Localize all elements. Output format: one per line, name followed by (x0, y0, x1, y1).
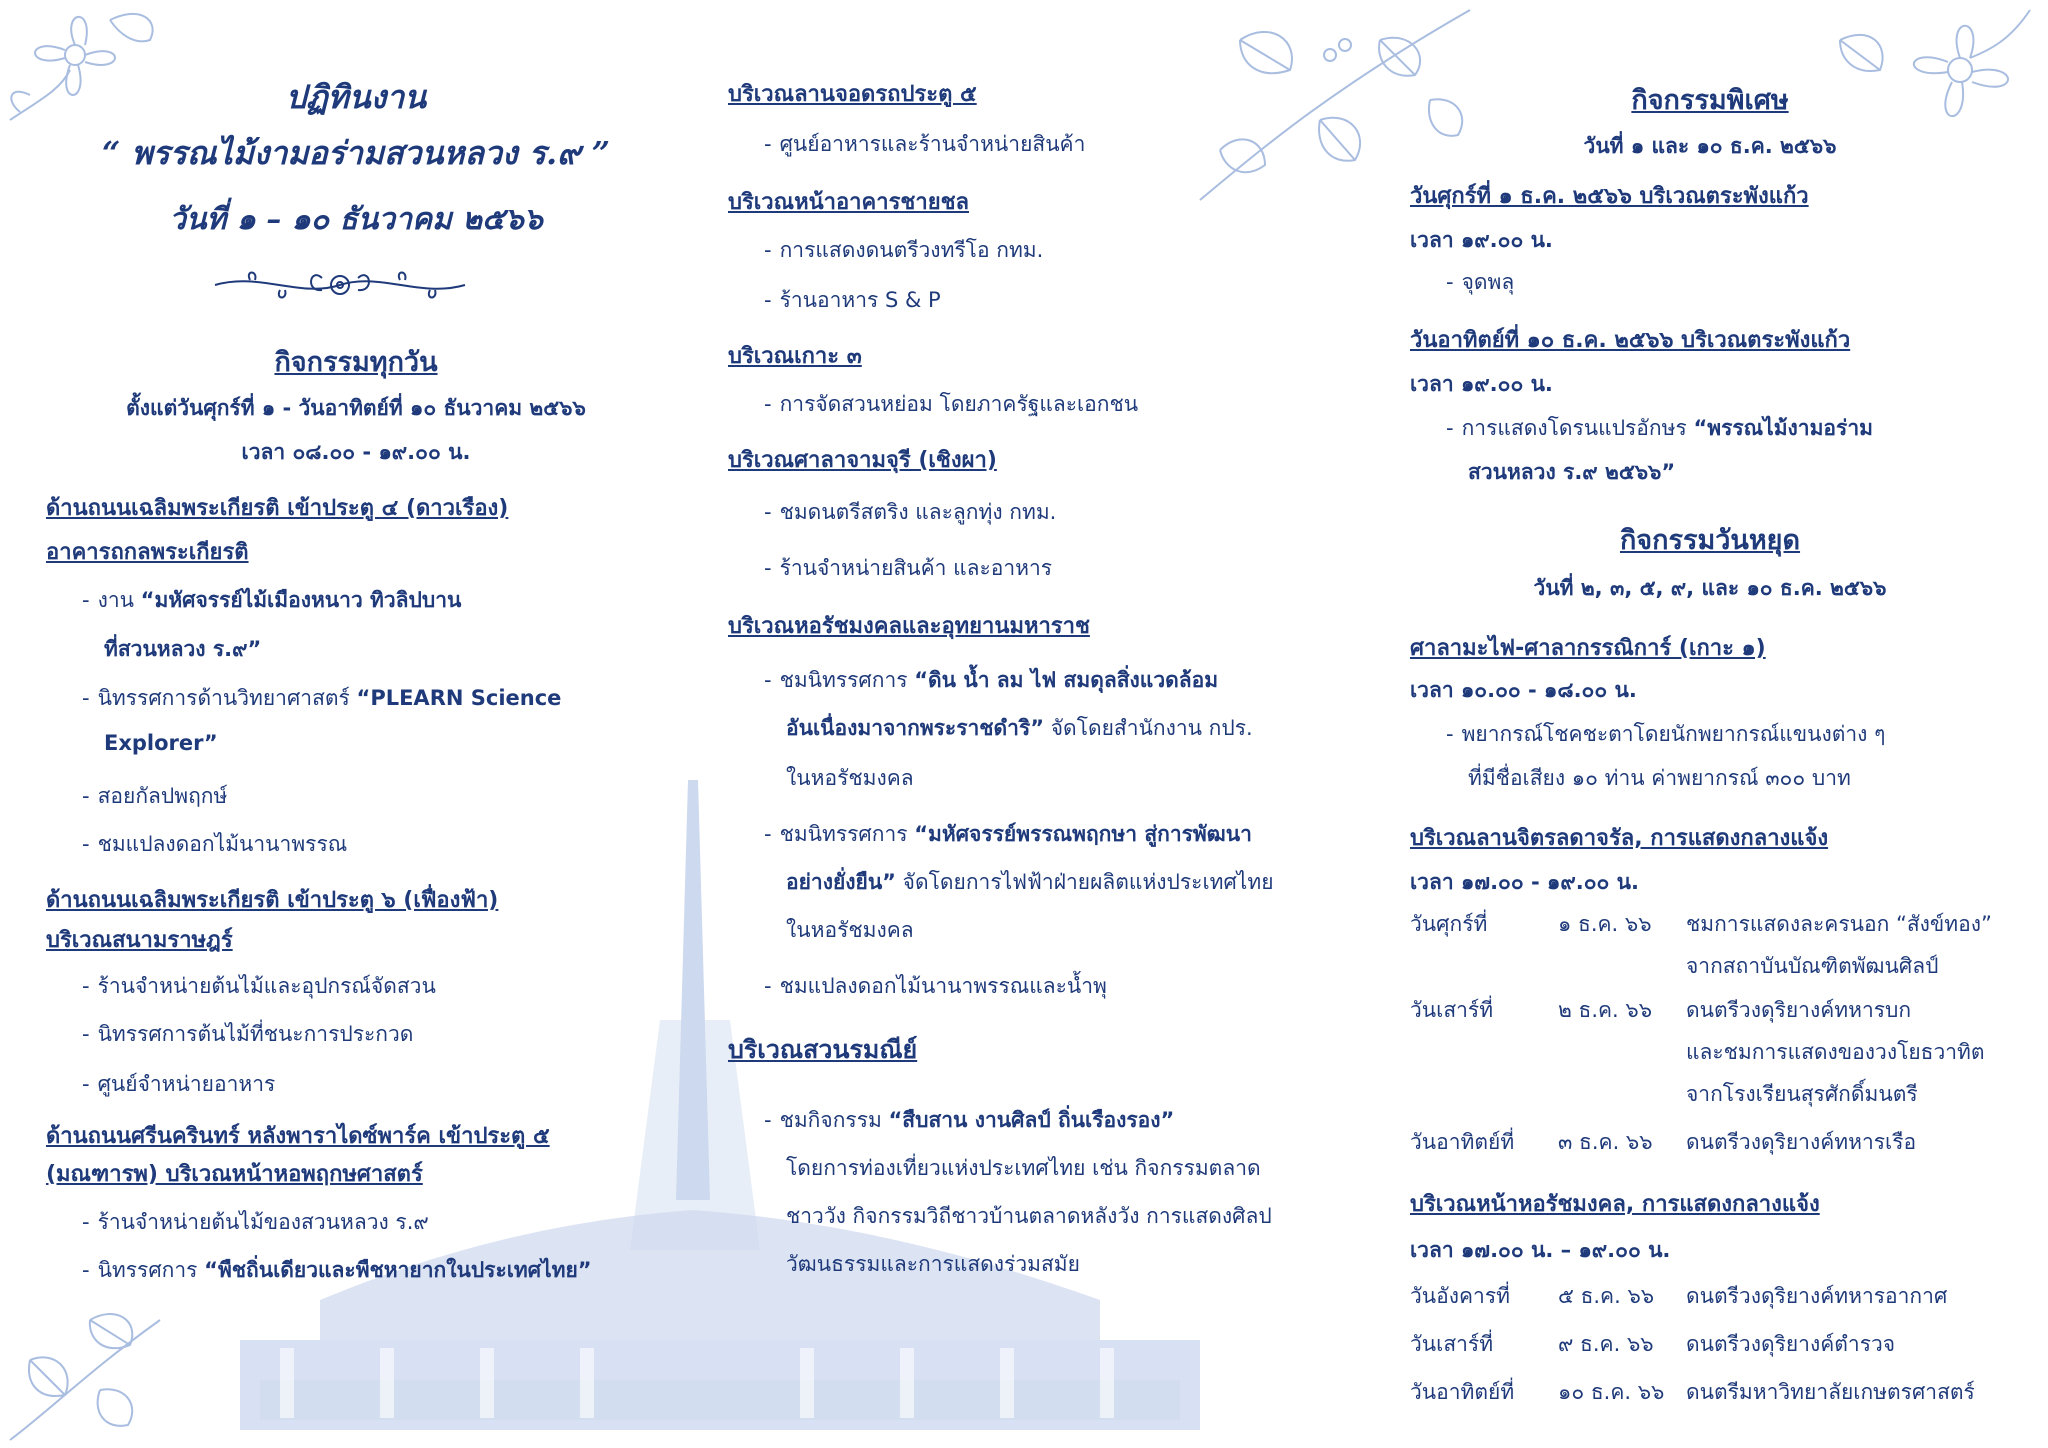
list-item-cont: สวนหลวง ร.๙ ๒๕๖๖” (1468, 460, 1676, 484)
special-heading: กิจกรรมพิเศษ (1631, 85, 1789, 116)
section-parking-gate5: บริเวณลานจอดรถประตู ๕ (728, 82, 977, 107)
list-item: - ชมดนตรีสตริง และลูกทุ่ง กทม. (764, 500, 1057, 524)
holiday-mafai-time: เวลา ๑๐.๐๐ - ๑๘.๐๐ น. (1410, 678, 1637, 702)
schedule-activity: ชมการแสดงละครนอก “สังข์ทอง” (1686, 912, 1992, 936)
list-item: - สอยกัลปพฤกษ์ (82, 784, 228, 808)
daily-time: เวลา ๐๘.๐๐ - ๑๙.๐๐ น. (241, 440, 471, 464)
event-dates: วันที่ ๑ – ๑๐ ธันวาคม ๒๕๖๖ (169, 202, 543, 237)
section-chamchuri: บริเวณศาลาจามจุรี (เชิงผา) (728, 448, 997, 473)
list-item: - ชมกิจกรรม “สืบสาน งานศิลป์ ถิ่นเรืองรอง” (764, 1108, 1175, 1132)
holiday-chitralada-time: เวลา ๑๗.๐๐ - ๑๙.๐๐ น. (1410, 870, 1639, 894)
list-item: - ร้านจำหน่ายสินค้า และอาหาร (764, 556, 1053, 580)
schedule-day: วันอังคารที่ (1410, 1284, 1510, 1308)
section-gate5-area: (มณฑารพ) บริเวณหน้าหอพฤกษศาสตร์ (46, 1162, 423, 1187)
list-item: - ร้านอาหาร S & P (764, 288, 941, 312)
list-item: - นิทรรศการต้นไม้ที่ชนะการประกวด (82, 1022, 414, 1046)
daily-heading: กิจกรรมทุกวัน (274, 347, 438, 378)
list-item: - พยากรณ์โชคชะตาโดยนักพยากรณ์แขนงต่าง ๆ (1446, 722, 1886, 746)
list-item-cont: ในหอรัชมงคล (786, 918, 914, 942)
list-item: - นิทรรศการ “พืชถิ่นเดียวและพืชหายากในประเทศไทย” (82, 1258, 592, 1282)
section-gate6-area: บริเวณสนามราษฎร์ (46, 928, 233, 953)
section-gate4-building: อาคารถกลพระเกียรติ (46, 540, 249, 565)
list-item-cont: ในหอรัชมงคล (786, 766, 914, 790)
holiday-ratchamongkol-time: เวลา ๑๗.๐๐ น. – ๑๙.๐๐ น. (1410, 1238, 1671, 1262)
section-gate6: ด้านถนนเฉลิมพระเกียรติ เข้าประตู ๖ (เฟื่องฟ้า) (46, 888, 499, 913)
daily-dates: ตั้งแต่วันศุกร์ที่ ๑ - วันอาทิตย์ที่ ๑๐ ธันวาคม ๒๕๖๖ (126, 396, 586, 420)
list-item: - งาน “มหัศจรรย์ไม้เมืองหนาว ทิวลิปบาน (82, 588, 462, 612)
list-item: - การจัดสวนหย่อม โดยภาครัฐและเอกชน (764, 392, 1139, 416)
schedule-day: วันอาทิตย์ที่ (1410, 1130, 1515, 1154)
section-chaichon: บริเวณหน้าอาคารชายชล (728, 190, 970, 215)
section-rommanee: บริเวณสวนรมณีย์ (728, 1035, 918, 1064)
schedule-activity: จากโรงเรียนสุรศักดิ์มนตรี (1686, 1082, 1918, 1106)
schedule-activity: ดนตรีมหาวิทยาลัยเกษตรศาสตร์ (1686, 1380, 1975, 1404)
list-item-cont: ที่สวนหลวง ร.๙” (104, 637, 262, 661)
list-item-cont: Explorer” (104, 731, 218, 755)
schedule-day: วันอาทิตย์ที่ (1410, 1380, 1515, 1404)
event-name: “ พรรณไม้งามอร่ามสวนหลวง ร.๙ ” (101, 134, 611, 172)
special-dates: วันที่ ๑ และ ๑๐ ธ.ค. ๒๕๖๖ (1583, 134, 1837, 158)
list-item: - ชมแปลงดอกไม้นานาพรรณและน้ำพุ (764, 974, 1107, 998)
list-item: - ชมแปลงดอกไม้นานาพรรณ (82, 832, 348, 856)
list-item-cont: อย่างยั่งยืน” จัดโดยการไฟฟ้าฝ่ายผลิตแห่งประเทศไทย (786, 870, 1274, 894)
schedule-day: วันศุกร์ที่ (1410, 912, 1488, 936)
list-item: - ร้านจำหน่ายต้นไม้และอุปกรณ์จัดสวน (82, 974, 436, 998)
special-day10: วันอาทิตย์ที่ ๑๐ ธ.ค. ๒๕๖๖ บริเวณตระพังแก้ว (1410, 328, 1851, 353)
schedule-date: ๑๐ ธ.ค. ๖๖ (1558, 1380, 1665, 1404)
section-ratchamongkol: บริเวณหอรัชมงคลและอุทยานมหาราช (728, 614, 1090, 639)
list-item: - ศูนย์อาหารและร้านจำหน่ายสินค้า (764, 132, 1086, 156)
list-item: - นิทรรศการด้านวิทยาศาสตร์ “PLEARN Science (82, 686, 562, 710)
schedule-day: วันเสาร์ที่ (1410, 998, 1494, 1022)
schedule-day: วันเสาร์ที่ (1410, 1332, 1494, 1356)
calendar-title: ปฏิทินงาน (285, 78, 427, 116)
schedule-date: ๙ ธ.ค. ๖๖ (1558, 1332, 1654, 1356)
special-day10-time: เวลา ๑๙.๐๐ น. (1410, 372, 1553, 396)
schedule-activity: ดนตรีวงดุริยางค์ตำรวจ (1686, 1332, 1896, 1356)
list-item: - ศูนย์จำหน่ายอาหาร (82, 1072, 276, 1096)
schedule-date: ๑ ธ.ค. ๖๖ (1558, 912, 1652, 936)
list-item: - ร้านจำหน่ายต้นไม้ของสวนหลวง ร.๙ (82, 1210, 429, 1234)
holiday-section-ratchamongkol: บริเวณหน้าหอรัชมงคล, การแสดงกลางแจ้ง (1410, 1192, 1820, 1217)
holiday-dates: วันที่ ๒, ๓, ๕, ๙, และ ๑๐ ธ.ค. ๒๕๖๖ (1533, 576, 1887, 600)
section-gate5: ด้านถนนศรีนครินทร์ หลังพาราไดซ์พาร์ค เข้าประตู ๕ (46, 1124, 550, 1149)
schedule-activity: ดนตรีวงดุริยางค์ทหารเรือ (1686, 1130, 1917, 1154)
list-item: - ชมนิทรรศการ “ดิน น้ำ ลม ไฟ สมดุลสิ่งแวดล้อม (764, 668, 1219, 692)
floral-corner-bottom-left (0, 1300, 170, 1448)
list-item-cont: ชาววัง กิจกรรมวิถีชาวบ้านตลาดหลังวัง การแสดงศิลป (786, 1204, 1272, 1228)
list-item: - ชมนิทรรศการ “มหัศจรรย์พรรณพฤกษา สู่การพัฒนา (764, 822, 1252, 846)
schedule-activity: ดนตรีวงดุริยางค์ทหารบก (1686, 998, 1912, 1022)
schedule-activity: ดนตรีวงดุริยางค์ทหารอากาศ (1686, 1284, 1948, 1308)
schedule-activity: จากสถาบันบัณฑิตพัฒนศิลป์ (1686, 954, 1939, 978)
list-item: - การแสดงดนตรีวงทรีโอ กทม. (764, 238, 1044, 262)
list-item-cont: โดยการท่องเที่ยวแห่งประเทศไทย เช่น กิจกรรมตลาด (786, 1156, 1261, 1180)
schedule-date: ๒ ธ.ค. ๖๖ (1558, 998, 1653, 1022)
section-gate4: ด้านถนนเฉลิมพระเกียรติ เข้าประตู ๔ (ดาวเรือง) (46, 496, 509, 521)
list-item: - จุดพลุ (1446, 270, 1515, 294)
holiday-section-mafai: ศาลามะไฟ-ศาลากรรณิการ์ (เกาะ ๑) (1410, 636, 1766, 661)
schedule-date: ๕ ธ.ค. ๖๖ (1558, 1284, 1655, 1308)
list-item: - การแสดงโดรนแปรอักษร “พรรณไม้งามอร่าม (1446, 416, 1873, 440)
special-day1-time: เวลา ๑๙.๐๐ น. (1410, 228, 1553, 252)
special-day1: วันศุกร์ที่ ๑ ธ.ค. ๒๕๖๖ บริเวณตระพังแก้ว (1410, 184, 1809, 209)
holiday-heading: กิจกรรมวันหยุด (1619, 525, 1801, 556)
section-island3: บริเวณเกาะ ๓ (728, 344, 862, 369)
schedule-activity: และชมการแสดงของวงโยธวาทิต (1686, 1040, 1985, 1064)
divider-ornament (210, 262, 470, 308)
list-item-cont: วัฒนธรรมและการแสดงร่วมสมัย (786, 1252, 1080, 1276)
holiday-section-chitralada: บริเวณลานจิตรลดาจรัล, การแสดงกลางแจ้ง (1410, 826, 1829, 851)
list-item-cont: อันเนื่องมาจากพระราชดำริ” จัดโดยสำนักงาน กปร. (786, 716, 1253, 740)
list-item-cont: ที่มีชื่อเสียง ๑๐ ท่าน ค่าพยากรณ์ ๓๐๐ บาท (1468, 766, 1851, 790)
schedule-date: ๓ ธ.ค. ๖๖ (1558, 1130, 1653, 1154)
